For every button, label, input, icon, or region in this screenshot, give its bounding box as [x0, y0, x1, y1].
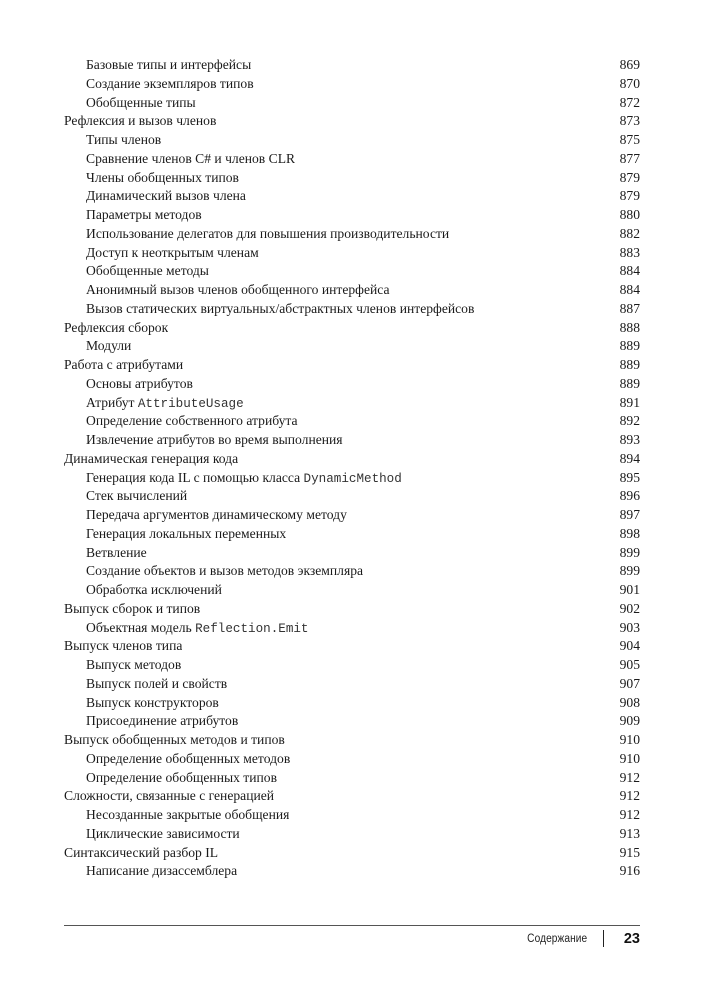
- toc-entry-text: Базовые типы и интерфейсы: [86, 57, 252, 72]
- toc-entry-text: Определение обобщенных методов: [86, 750, 291, 766]
- toc-entry-page-number: 891: [619, 394, 640, 410]
- toc-subsection-entry: [64, 394, 640, 413]
- toc-entry-title: [64, 375, 193, 394]
- toc-entry-title: [64, 637, 182, 656]
- toc-entry-title: [64, 319, 168, 338]
- toc-entry-page-number: 879: [619, 169, 640, 185]
- toc-subsection-entry: [64, 262, 640, 281]
- toc-entry-page-number: 907: [619, 675, 640, 691]
- toc-entry-title: [64, 337, 131, 356]
- toc-entry-code-term: DynamicMethod: [303, 471, 402, 486]
- toc-subsection-entry: [64, 712, 640, 731]
- toc-section-entry: [64, 637, 640, 656]
- toc-subsection-entry: [64, 525, 640, 544]
- toc-subsection-entry: [64, 862, 640, 881]
- toc-subsection-entry: [64, 75, 640, 94]
- toc-subsection-entry: [64, 469, 640, 488]
- toc-entry-text: Обработка исключений: [86, 582, 222, 597]
- toc-entry-title: [64, 262, 209, 281]
- toc-entry-page-number: 882: [619, 225, 640, 241]
- toc-entry-page-number: 889: [619, 357, 640, 372]
- toc-entry-page-number: 883: [619, 244, 640, 260]
- toc-entry-title: [64, 825, 240, 844]
- toc-entry-title: [64, 769, 277, 788]
- toc-subsection-entry: [64, 150, 640, 169]
- toc-entry-title: [64, 225, 449, 244]
- toc-entry-text: Генерация локальных переменных: [86, 525, 287, 541]
- toc-entry-title: [64, 731, 285, 750]
- toc-entry-text: Рефлексия и вызов членов: [64, 113, 217, 129]
- toc-entry-text: Выпуск полей и свойств: [86, 675, 228, 691]
- toc-entry-text: Определение собственного атрибута: [86, 413, 298, 429]
- toc-section-entry: [64, 450, 640, 469]
- toc-section-entry: [64, 356, 640, 375]
- toc-entry-title: [64, 487, 187, 506]
- toc-entry-text: Стек вычислений: [86, 488, 188, 504]
- toc-subsection-entry: [64, 281, 640, 300]
- toc-entry-title: [64, 844, 218, 863]
- toc-entry-page-number: 903: [619, 619, 640, 635]
- toc-entry-text: Использование делегатов для повышения производительности: [86, 225, 450, 241]
- toc-entry-text: Вызов статических виртуальных/абстрактных членов интерфейсов: [86, 300, 475, 316]
- toc-entry-title: [64, 56, 251, 75]
- toc-entry-text: Циклические зависимости: [86, 825, 240, 841]
- toc-entry-page-number: 902: [619, 600, 640, 616]
- toc-entry-title: [64, 112, 216, 131]
- toc-entry-page-number: 875: [619, 132, 640, 147]
- toc-entry-text: Несозданные закрытые обобщения: [86, 807, 290, 822]
- toc-entry-page-number: 901: [619, 582, 640, 597]
- toc-entry-text: Обобщенные методы: [86, 263, 209, 279]
- toc-entry-title: [64, 244, 259, 263]
- toc-entry-title: [64, 150, 295, 169]
- toc-subsection-entry: [64, 206, 640, 225]
- toc-entry-text: Доступ к неоткрытым членам: [86, 244, 259, 260]
- toc-entry-text: Написание дизассемблера: [86, 863, 238, 879]
- toc-entry-title: [64, 506, 347, 525]
- toc-entry-text: Сравнение членов C# и членов CLR: [86, 150, 296, 166]
- toc-subsection-entry: [64, 825, 640, 844]
- toc-subsection-entry: [64, 506, 640, 525]
- toc-entry-title: [64, 450, 238, 469]
- toc-subsection-entry: [64, 412, 640, 431]
- toc-entry-page-number: 910: [619, 750, 640, 766]
- toc-entry-title: [64, 412, 298, 431]
- toc-subsection-entry: [64, 544, 640, 563]
- toc-entry-page-number: 908: [619, 694, 640, 710]
- toc-entry-text: Создание объектов и вызов методов экземпляра: [86, 563, 364, 579]
- toc-entry-text: Атрибут: [86, 394, 138, 410]
- toc-entry-page-number: 869: [619, 57, 640, 72]
- toc-entry-page-number: 870: [619, 75, 640, 91]
- toc-entry-text: Члены обобщенных типов: [86, 169, 239, 185]
- page-footer: [519, 930, 640, 947]
- toc-entry-title: [64, 187, 246, 206]
- toc-entry-text: Модули: [86, 338, 132, 354]
- toc-entry-text: Обобщенные типы: [86, 94, 196, 110]
- toc-entry-page-number: 894: [619, 450, 640, 466]
- toc-entry-title: [64, 544, 147, 563]
- toc-section-entry: [64, 731, 640, 750]
- toc-subsection-entry: [64, 225, 640, 244]
- toc-entry-page-number: 913: [619, 825, 640, 841]
- toc-entry-text: Генерация кода IL с помощью класса: [86, 469, 304, 485]
- toc-entry-code-term: AttributeUsage: [137, 396, 244, 411]
- toc-subsection-entry: [64, 300, 640, 319]
- toc-entry-title: [64, 469, 402, 489]
- toc-entry-page-number: 897: [619, 507, 640, 522]
- toc-section-entry: [64, 787, 640, 806]
- toc-entry-page-number: 893: [619, 432, 640, 447]
- toc-entry-page-number: 899: [619, 544, 640, 560]
- toc-entry-title: [64, 862, 237, 881]
- toc-entry-title: [64, 656, 181, 675]
- toc-entry-title: [64, 600, 200, 619]
- toc-subsection-entry: [64, 337, 640, 356]
- toc-entry-title: [64, 169, 239, 188]
- toc-entry-page-number: 880: [619, 207, 640, 222]
- toc-entry-page-number: 888: [619, 319, 640, 335]
- toc-subsection-entry: [64, 675, 640, 694]
- toc-entry-title: [64, 431, 343, 450]
- toc-section-entry: [64, 844, 640, 863]
- toc-subsection-entry: [64, 131, 640, 150]
- toc-subsection-entry: [64, 656, 640, 675]
- toc-entry-title: [64, 281, 390, 300]
- toc-entry-text: Рефлексия сборок: [64, 319, 169, 335]
- toc-entry-page-number: 889: [619, 338, 640, 354]
- toc-entry-title: [64, 712, 238, 731]
- footer-separator: [603, 930, 604, 947]
- toc-entry-text: Присоединение атрибутов: [86, 713, 239, 729]
- toc-entry-text: Выпуск конструкторов: [86, 694, 219, 710]
- toc-entry-title: [64, 750, 290, 769]
- toc-entry-text: Сложности, связанные с генерацией: [64, 788, 275, 804]
- toc-subsection-entry: [64, 619, 640, 638]
- toc-entry-text: Анонимный вызов членов обобщенного интерфейса: [86, 282, 390, 297]
- toc-entry-text: Динамическая генерация кода: [64, 450, 239, 466]
- toc-section-entry: [64, 112, 640, 131]
- toc-entry-text: Выпуск сборок и типов: [64, 600, 201, 616]
- toc-entry-text: Выпуск членов типа: [64, 638, 183, 654]
- footer-page-number: 23: [623, 930, 640, 947]
- toc-entry-page-number: 898: [619, 525, 640, 541]
- toc-entry-page-number: 887: [619, 300, 640, 316]
- toc-entry-page-number: 884: [619, 263, 640, 279]
- toc-subsection-entry: [64, 244, 640, 263]
- toc-entry-title: [64, 356, 183, 375]
- toc-section-entry: [64, 600, 640, 619]
- toc-entry-text: Извлечение атрибутов во время выполнения: [86, 432, 343, 447]
- toc-subsection-entry: [64, 431, 640, 450]
- toc-entry-text: Типы членов: [86, 132, 162, 147]
- toc-entry-text: Синтаксический разбор IL: [64, 844, 219, 860]
- toc-entry-page-number: 915: [619, 844, 640, 860]
- toc-entry-text: Объектная модель: [86, 619, 196, 635]
- toc-entry-page-number: 873: [619, 113, 640, 129]
- toc-entry-page-number: 904: [619, 638, 640, 654]
- toc-entry-page-number: 899: [619, 563, 640, 579]
- toc-subsection-entry: [64, 694, 640, 713]
- toc-subsection-entry: [64, 94, 640, 113]
- toc-entry-page-number: 896: [619, 488, 640, 504]
- toc-entry-title: [64, 694, 219, 713]
- toc-entry-text: Создание экземпляров типов: [86, 75, 254, 91]
- toc-subsection-entry: [64, 581, 640, 600]
- toc-entry-title: [64, 525, 286, 544]
- toc-entry-title: [64, 75, 254, 94]
- toc-entry-text: Работа с атрибутами: [64, 357, 184, 372]
- toc-entry-page-number: 905: [619, 657, 640, 672]
- toc-entry-page-number: 912: [619, 769, 640, 785]
- footer-rule: [64, 925, 640, 926]
- table-of-contents: [64, 56, 640, 881]
- toc-entry-title: [64, 300, 474, 319]
- toc-entry-title: [64, 206, 202, 225]
- toc-entry-page-number: 892: [619, 413, 640, 429]
- toc-entry-code-term: Reflection.Emit: [195, 621, 309, 636]
- toc-entry-page-number: 895: [619, 469, 640, 485]
- toc-entry-text: Динамический вызов члена: [86, 188, 246, 204]
- toc-entry-title: [64, 581, 222, 600]
- toc-subsection-entry: [64, 769, 640, 788]
- toc-entry-text: Ветвление: [86, 544, 147, 560]
- toc-entry-text: Основы атрибутов: [86, 375, 193, 391]
- toc-entry-page-number: 910: [619, 732, 640, 747]
- toc-section-entry: [64, 319, 640, 338]
- footer-section-label: Содержание: [526, 932, 587, 945]
- toc-subsection-entry: [64, 56, 640, 75]
- toc-entry-page-number: 909: [619, 713, 640, 729]
- toc-entry-title: [64, 131, 161, 150]
- toc-subsection-entry: [64, 750, 640, 769]
- toc-entry-text: Определение обобщенных типов: [86, 769, 278, 785]
- toc-subsection-entry: [64, 169, 640, 188]
- toc-entry-page-number: 884: [619, 282, 640, 297]
- toc-entry-text: Передача аргументов динамическому методу: [86, 507, 347, 522]
- toc-entry-title: [64, 675, 227, 694]
- toc-entry-page-number: 912: [619, 788, 640, 804]
- toc-entry-title: [64, 787, 274, 806]
- toc-entry-page-number: 872: [619, 94, 640, 110]
- toc-entry-page-number: 879: [619, 188, 640, 204]
- toc-subsection-entry: [64, 187, 640, 206]
- toc-subsection-entry: [64, 562, 640, 581]
- toc-entry-title: [64, 394, 244, 414]
- toc-entry-page-number: 916: [619, 863, 640, 879]
- toc-subsection-entry: [64, 806, 640, 825]
- toc-entry-page-number: 912: [619, 807, 640, 822]
- toc-entry-text: Выпуск методов: [86, 657, 182, 672]
- toc-entry-text: Выпуск обобщенных методов и типов: [64, 732, 285, 747]
- toc-entry-page-number: 889: [619, 375, 640, 391]
- toc-subsection-entry: [64, 375, 640, 394]
- toc-entry-title: [64, 806, 289, 825]
- toc-subsection-entry: [64, 487, 640, 506]
- toc-entry-title: [64, 619, 309, 639]
- toc-entry-page-number: 877: [619, 150, 640, 166]
- toc-entry-title: [64, 562, 363, 581]
- toc-entry-text: Параметры методов: [86, 207, 202, 222]
- toc-entry-title: [64, 94, 196, 113]
